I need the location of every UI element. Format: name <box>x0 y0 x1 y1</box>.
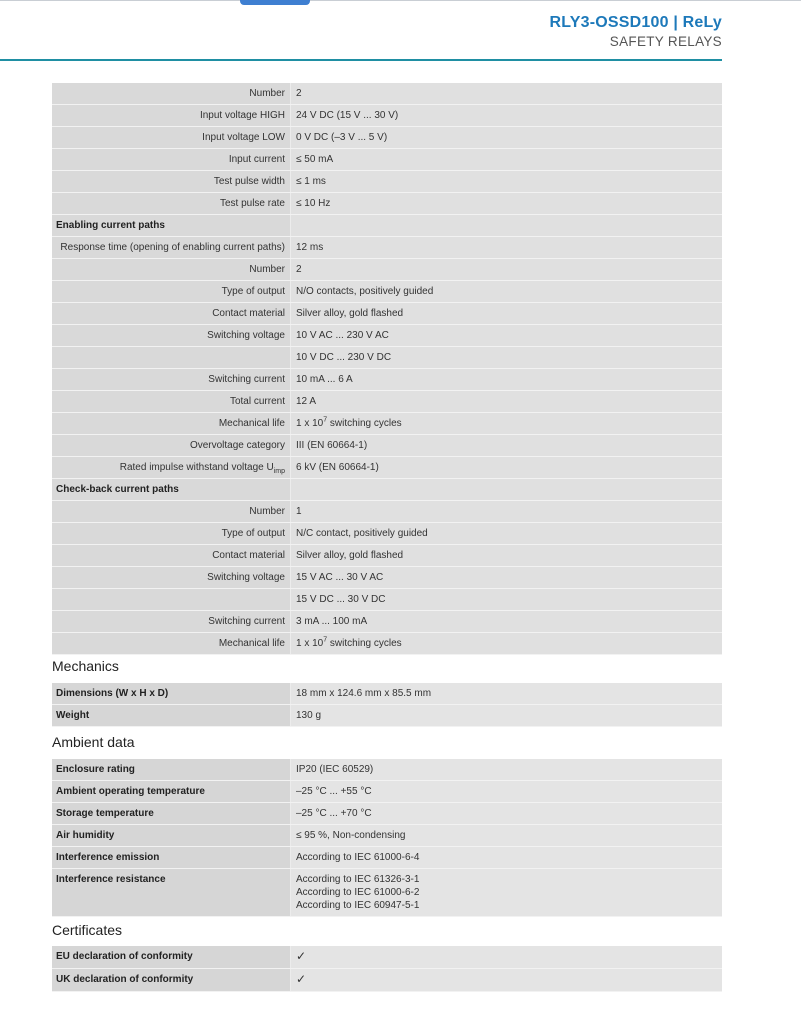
spec-value-exponent: 7 <box>323 636 328 644</box>
spec-label-text: Test pulse width <box>213 176 285 187</box>
spec-value-suffix: switching cycles <box>327 418 402 429</box>
spec-label <box>52 347 291 369</box>
spec-row <box>52 391 722 413</box>
spec-label <box>52 369 291 391</box>
spec-value-text: 12 A <box>296 396 317 407</box>
spec-value <box>291 633 723 655</box>
ambient-value <box>291 759 723 781</box>
spec-value-text: 2 <box>296 264 302 275</box>
ambient-label: Air humidity <box>52 825 291 847</box>
ambient-value <box>291 869 723 917</box>
spec-value <box>291 347 723 369</box>
spec-value-suffix: switching cycles <box>327 638 402 649</box>
spec-label-text: Switching current <box>208 374 285 385</box>
spec-label <box>52 325 291 347</box>
ambient-row <box>52 847 722 869</box>
spec-value-text: 1 x 10 <box>296 418 324 429</box>
spec-label-text: Input current <box>228 154 285 165</box>
spec-value <box>291 457 723 479</box>
spec-value-text: 15 V DC ... 30 V DC <box>296 594 386 605</box>
ambient-row <box>52 759 722 781</box>
spec-value <box>291 281 723 303</box>
spec-row <box>52 479 722 501</box>
spec-value-text: III (EN 60664-1) <box>296 440 368 451</box>
ambient-label: Interference emission <box>52 847 291 869</box>
ambient-value <box>291 781 723 803</box>
certificates-label: EU declaration of conformity <box>52 946 291 969</box>
spec-label <box>52 633 291 655</box>
spec-value <box>291 149 723 171</box>
ambient-row <box>52 869 722 917</box>
ambient-value <box>291 825 723 847</box>
spec-value-text: 24 V DC (15 V ... 30 V) <box>296 110 399 121</box>
spec-label <box>52 523 291 545</box>
spec-value-text: 1 <box>296 506 302 517</box>
certificates-row <box>52 946 722 969</box>
certificates-value <box>291 946 723 969</box>
mechanics-value-text: 130 g <box>296 710 322 721</box>
spec-value-text: 2 <box>296 88 302 99</box>
spec-label <box>52 83 291 105</box>
spec-label <box>52 413 291 435</box>
spec-value-text: 10 V DC ... 230 V DC <box>296 352 392 363</box>
spec-row <box>52 523 722 545</box>
spec-value-text: 10 V AC ... 230 V AC <box>296 330 389 341</box>
top-border <box>0 0 801 1</box>
checkmark-icon: ✓ <box>296 972 307 986</box>
spec-value <box>291 215 723 237</box>
spec-label <box>52 105 291 127</box>
spec-row <box>52 83 722 105</box>
mechanics-row <box>52 683 722 705</box>
spec-label-text: Response time (opening of enabling current paths) <box>60 242 285 253</box>
spec-row <box>52 149 722 171</box>
ambient-value-text: –25 °C ... +70 °C <box>296 808 372 819</box>
mechanics-label: Dimensions (W x H x D) <box>52 683 291 705</box>
spec-label <box>52 611 291 633</box>
ambient-value-line: According to IEC 60947-5-1 <box>296 900 420 911</box>
spec-row <box>52 567 722 589</box>
spec-label <box>52 435 291 457</box>
spec-row <box>52 611 722 633</box>
spec-value <box>291 435 723 457</box>
certificates-value <box>291 969 723 992</box>
spec-row <box>52 589 722 611</box>
spec-row <box>52 545 722 567</box>
spec-label <box>52 589 291 611</box>
spec-label-text: Mechanical life <box>218 418 285 429</box>
ambient-data-table <box>52 759 722 917</box>
spec-row <box>52 369 722 391</box>
spec-row <box>52 215 722 237</box>
spec-label-subscript: imp <box>273 468 285 475</box>
spec-row <box>52 105 722 127</box>
spec-label-text: Total current <box>229 396 285 407</box>
spec-label-text: Number <box>249 264 285 275</box>
spec-value-text: 0 V DC (–3 V ... 5 V) <box>296 132 388 143</box>
mechanics-table <box>52 683 722 727</box>
ambient-value-text: IP20 (IEC 60529) <box>296 764 374 775</box>
spec-row <box>52 303 722 325</box>
spec-label-text: Number <box>249 506 285 517</box>
spec-value-text: 1 x 10 <box>296 638 324 649</box>
active-tab-indicator <box>240 0 310 5</box>
spec-value-text: Silver alloy, gold flashed <box>296 550 404 561</box>
spec-value <box>291 105 723 127</box>
spec-value <box>291 369 723 391</box>
spec-label <box>52 457 291 479</box>
spec-label-text: Input voltage HIGH <box>199 110 285 121</box>
spec-row <box>52 347 722 369</box>
ambient-label: Enclosure rating <box>52 759 291 781</box>
mechanics-row <box>52 705 722 727</box>
spec-label-text: Type of output <box>221 528 285 539</box>
spec-value <box>291 567 723 589</box>
spec-group-heading: Check-back current paths <box>52 479 291 501</box>
section-title-certificates: Certificates <box>52 922 123 938</box>
spec-row <box>52 171 722 193</box>
ambient-value-text: ≤ 95 %, Non-condensing <box>296 830 406 841</box>
spec-row <box>52 127 722 149</box>
spec-value <box>291 325 723 347</box>
certificates-label: UK declaration of conformity <box>52 969 291 992</box>
spec-label <box>52 281 291 303</box>
spec-value-text: N/O contacts, positively guided <box>296 286 434 297</box>
mechanics-value <box>291 705 723 727</box>
spec-label <box>52 259 291 281</box>
spec-label-text: Type of output <box>221 286 285 297</box>
spec-value <box>291 589 723 611</box>
section-title-ambient: Ambient data <box>52 734 135 750</box>
spec-value-text: ≤ 50 mA <box>296 154 334 165</box>
spec-label <box>52 391 291 413</box>
header-rule <box>0 59 722 61</box>
spec-label <box>52 501 291 523</box>
spec-value <box>291 259 723 281</box>
section-title-mechanics: Mechanics <box>52 658 119 674</box>
ambient-value-text: According to IEC 61000-6-4 <box>296 852 420 863</box>
spec-row <box>52 633 722 655</box>
spec-value <box>291 391 723 413</box>
spec-value-text: 3 mA ... 100 mA <box>296 616 368 627</box>
spec-value-text: 10 mA ... 6 A <box>296 374 353 385</box>
ambient-value <box>291 847 723 869</box>
spec-value <box>291 127 723 149</box>
spec-value <box>291 523 723 545</box>
spec-row <box>52 457 722 479</box>
ambient-label: Ambient operating temperature <box>52 781 291 803</box>
spec-label-text: Switching current <box>208 616 285 627</box>
ambient-row <box>52 825 722 847</box>
spec-label-text: Mechanical life <box>218 638 285 649</box>
spec-label <box>52 171 291 193</box>
spec-label-text: Input voltage LOW <box>202 132 285 143</box>
spec-value <box>291 479 723 501</box>
ambient-value-text: –25 °C ... +55 °C <box>296 786 372 797</box>
spec-value <box>291 413 723 435</box>
spec-value-text: ≤ 1 ms <box>296 176 326 187</box>
spec-value-text: ≤ 10 Hz <box>296 198 331 209</box>
spec-label <box>52 127 291 149</box>
product-category: SAFETY RELAYS <box>609 34 722 49</box>
spec-row <box>52 325 722 347</box>
spec-value <box>291 193 723 215</box>
spec-row <box>52 193 722 215</box>
spec-value <box>291 501 723 523</box>
mechanics-label: Weight <box>52 705 291 727</box>
spec-value-text: 6 kV (EN 60664-1) <box>296 462 379 473</box>
spec-label-text: Overvoltage category <box>189 440 285 451</box>
spec-group-heading: Enabling current paths <box>52 215 291 237</box>
spec-label <box>52 567 291 589</box>
ambient-label: Storage temperature <box>52 803 291 825</box>
spec-label-text: Contact material <box>212 550 285 561</box>
spec-label-text: Test pulse rate <box>219 198 285 209</box>
mechanics-value <box>291 683 723 705</box>
ambient-value-line: According to IEC 61000-6-2 <box>296 887 420 898</box>
spec-label-text: Contact material <box>212 308 285 319</box>
spec-value <box>291 83 723 105</box>
spec-label-text: Switching voltage <box>207 330 285 341</box>
certificates-row <box>52 969 722 992</box>
product-title: RLY3-OSSD100 | ReLy <box>549 14 722 31</box>
spec-value <box>291 171 723 193</box>
spec-label <box>52 237 291 259</box>
spec-value <box>291 545 723 567</box>
spec-value <box>291 303 723 325</box>
spec-label <box>52 303 291 325</box>
spec-value-text: N/C contact, positively guided <box>296 528 428 539</box>
spec-row <box>52 259 722 281</box>
spec-label-text: Switching voltage <box>207 572 285 583</box>
ambient-row <box>52 781 722 803</box>
spec-value-text: 15 V AC ... 30 V AC <box>296 572 384 583</box>
ambient-label: Interference resistance <box>52 869 291 917</box>
ambient-value <box>291 803 723 825</box>
ambient-row <box>52 803 722 825</box>
electrical-spec-table <box>52 83 722 655</box>
spec-row <box>52 237 722 259</box>
mechanics-value-text: 18 mm x 124.6 mm x 85.5 mm <box>296 688 432 699</box>
ambient-value-line: According to IEC 61326-3-1 <box>296 874 420 885</box>
page-header <box>550 14 723 49</box>
spec-label <box>52 193 291 215</box>
spec-row <box>52 435 722 457</box>
spec-row <box>52 281 722 303</box>
spec-value <box>291 237 723 259</box>
spec-value-text: 12 ms <box>296 242 324 253</box>
spec-row <box>52 413 722 435</box>
spec-label <box>52 545 291 567</box>
spec-value <box>291 611 723 633</box>
spec-row <box>52 501 722 523</box>
spec-value-text: Silver alloy, gold flashed <box>296 308 404 319</box>
spec-value-exponent: 7 <box>323 416 328 424</box>
spec-label-text: Rated impulse withstand voltage U <box>119 462 274 473</box>
spec-label <box>52 149 291 171</box>
spec-label-text: Number <box>249 88 285 99</box>
checkmark-icon: ✓ <box>296 949 307 963</box>
certificates-table <box>52 946 722 992</box>
